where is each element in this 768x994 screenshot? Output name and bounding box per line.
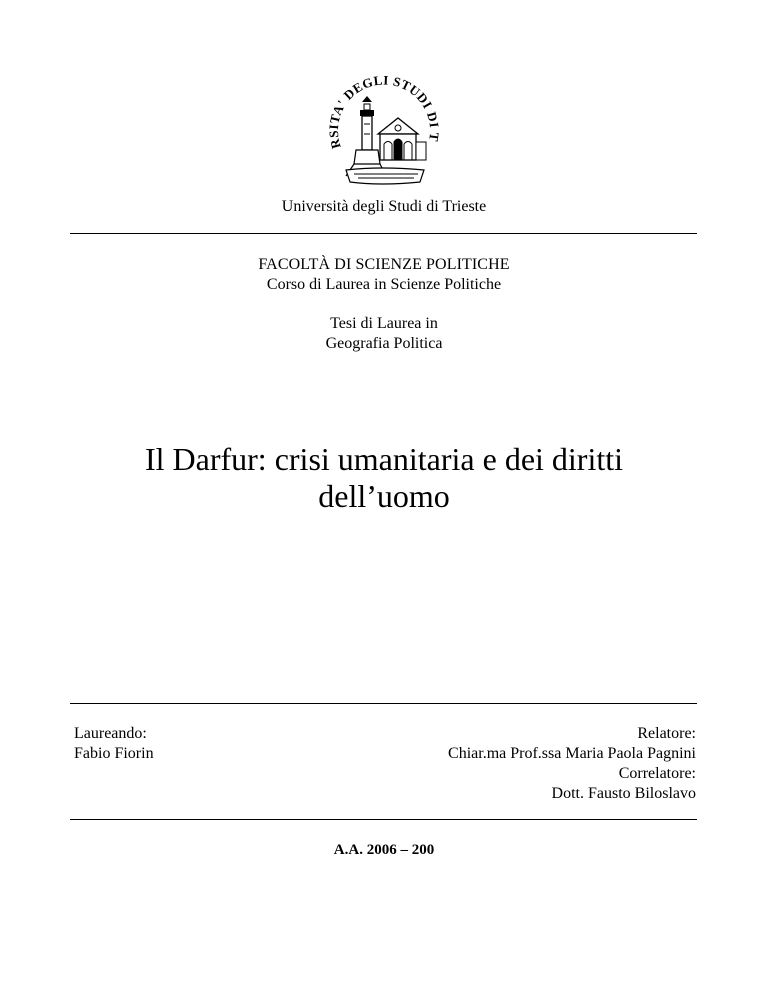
divider-top xyxy=(70,233,697,234)
thesis-line-2: Geografia Politica xyxy=(325,335,443,352)
thesis-subject xyxy=(0,314,768,354)
divider-middle xyxy=(70,703,697,704)
candidate-block xyxy=(74,724,154,764)
university-seal-icon xyxy=(322,72,446,196)
candidate-name: Fabio Fiorin xyxy=(74,745,154,762)
relatore-name: Chiar.ma Prof.ssa Maria Paola Pagnini xyxy=(448,745,696,762)
correlatore-name: Dott. Fausto Biloslavo xyxy=(551,785,696,802)
building-drawing xyxy=(378,118,426,160)
divider-bottom xyxy=(70,819,697,820)
supervisors-block xyxy=(448,724,696,804)
thesis-title xyxy=(0,441,768,515)
relatore-label: Relatore: xyxy=(637,725,696,742)
thesis-line-1: Tesi di Laurea in xyxy=(330,315,438,332)
thesis-title-line-2: dell’uomo xyxy=(318,478,450,514)
thesis-title-line-1: Il Darfur: crisi umanitaria e dei diritti xyxy=(144,441,624,477)
seal-text: RSITA' DEGLI STUDI DI T xyxy=(325,72,443,151)
candidate-label: Laureando: xyxy=(74,725,147,742)
academic-year: A.A. 2006 – 200 xyxy=(333,842,435,858)
correlatore-label: Correlatore: xyxy=(618,765,696,782)
course-name: Corso di Laurea in Scienze Politiche xyxy=(266,276,502,293)
faculty-name: FACOLTÀ DI SCIENZE POLITICHE xyxy=(258,256,510,273)
university-name: Università degli Studi di Trieste xyxy=(281,198,487,215)
